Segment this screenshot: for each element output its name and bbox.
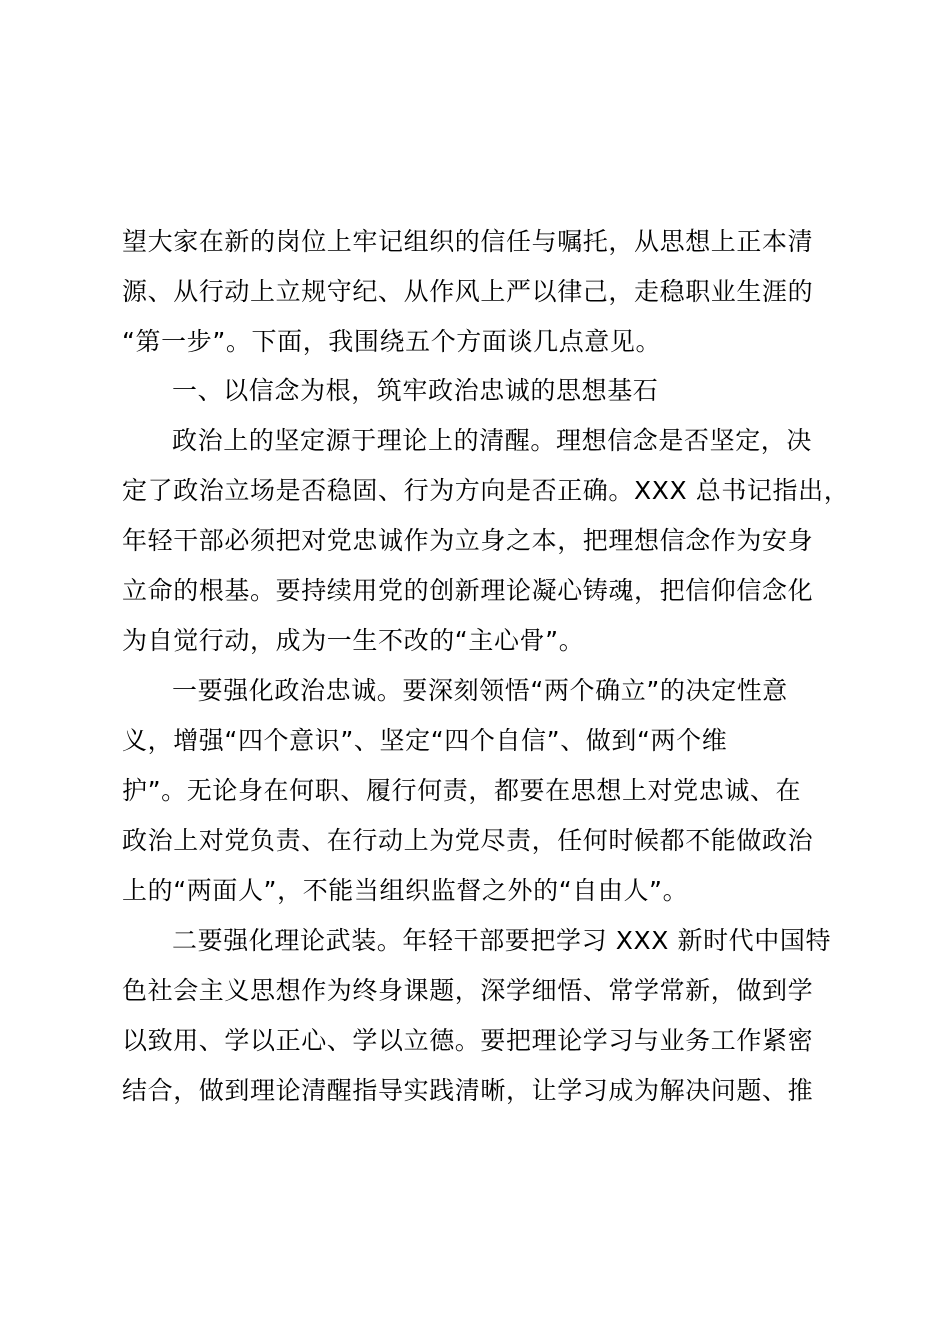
text-line: 政治上对党负责、在行动上为党尽责，任何时候都不能做政治 (122, 826, 814, 855)
text-line: 义，增强“四个意识”、坚定“四个自信”、做到“两个维 (122, 726, 728, 755)
text-line: 二要强化理论武装。年轻干部要把学习 XXX 新时代中国特 (172, 926, 832, 955)
text-line: 护”。无论身在何职、履行何责，都要在思想上对党忠诚、在 (122, 776, 802, 805)
text-line: 结合，做到理论清醒指导实践清晰，让学习成为解决问题、推 (122, 1076, 814, 1105)
text-line: 立命的根基。要持续用党的创新理论凝心铸魂，把信仰信念化 (122, 576, 814, 605)
text-line: 政治上的坚定源于理论上的清醒。理想信念是否坚定，决 (172, 426, 813, 455)
text-line: 色社会主义思想作为终身课题，深学细悟、常学常新，做到学 (122, 976, 814, 1005)
text-line: 定了政治立场是否稳固、行为方向是否正确。XXX 总书记指出， (122, 476, 850, 505)
text-line: 望大家在新的岗位上牢记组织的信任与嘱托，从思想上正本清 (122, 227, 814, 256)
text-line: 源、从行动上立规守纪、从作风上严以律己，走稳职业生涯的 (122, 277, 814, 306)
text-line: 年轻干部必须把对党忠诚作为立身之本，把理想信念作为安身 (122, 526, 814, 555)
text-line: 上的“两面人”，不能当组织监督之外的“自由人”。 (122, 876, 689, 905)
section-heading: 一、以信念为根，筑牢政治忠诚的思想基石 (172, 376, 659, 405)
text-line: 一要强化政治忠诚。要深刻领悟“两个确立”的决定性意 (172, 676, 788, 705)
text-line: “第一步”。下面，我围绕五个方面谈几点意见。 (122, 327, 662, 356)
text-line: 以致用、学以正心、学以立德。要把理论学习与业务工作紧密 (122, 1026, 814, 1055)
text-line: 为自觉行动，成为一生不改的“主心骨”。 (122, 626, 585, 655)
